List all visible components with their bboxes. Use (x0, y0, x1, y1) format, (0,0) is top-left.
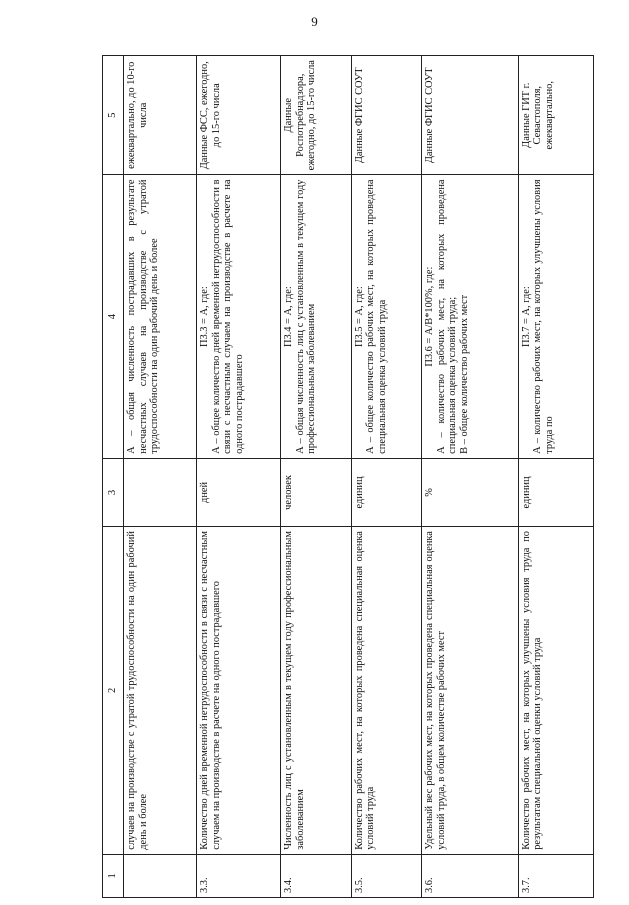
formula: П3.5 = А, где: (353, 286, 365, 348)
formula-note: А – количество рабочих мест, на которых проведена специальная оценка условий труда; (435, 179, 459, 454)
data-source: Данные ФСС, ежегодно, до 15-го числа (196, 56, 280, 176)
formula: П3.6 = А/В*100%, где: (424, 266, 436, 367)
unit-of-measure: человек (281, 458, 351, 526)
unit-of-measure: % (422, 458, 518, 526)
row-number: 3.3. (196, 854, 280, 897)
unit-of-measure: единиц (351, 458, 421, 526)
header-col-3: 3 (103, 458, 124, 526)
table-row (422, 56, 518, 898)
formula: П3.7 = А, где: (520, 286, 532, 348)
formula-note: А – общее количество дней временной нетрудоспособности в связи с несчастным случаем на производстве в расчете на одного пострадавшего (210, 179, 245, 454)
formula-note: А – количество рабочих мест, на которых улучшены условия труда по (532, 179, 555, 454)
unit-of-measure: единиц (518, 458, 594, 526)
calculation-method (281, 175, 351, 458)
formula: П3.4 = А, где: (283, 286, 295, 348)
indicator-name: случаев на производстве с утратой трудоспособности на один рабочий день и более (124, 527, 197, 855)
unit-of-measure (124, 458, 197, 526)
data-source: Данные ФГИС СОУТ (351, 56, 421, 176)
calculation-method (351, 175, 421, 458)
header-col-2: 2 (103, 527, 124, 855)
row-number: 3.6. (422, 854, 518, 897)
indicator-name: Количество рабочих мест, на которых проведена специальная оценка условий труда (351, 527, 421, 855)
row-number (124, 854, 197, 897)
calculation-method (518, 175, 594, 458)
calculation-method (124, 175, 197, 458)
formula-note: А – общее количество рабочих мест, на которых проведена специальная оценка условий труда (365, 179, 388, 454)
indicator-name: Удельный вес рабочих мест, на которых проведена специальная оценка условий труда, в общем количестве рабочих мест (422, 527, 518, 855)
table-viewport (102, 55, 594, 898)
table-row (196, 56, 280, 898)
indicators-table (102, 55, 594, 898)
calculation-method (422, 175, 518, 458)
header-col-4: 4 (103, 175, 124, 458)
data-source: ежеквартально, до 10-го числа (124, 56, 197, 176)
formula-note: В – общее количество рабочих мест (458, 294, 470, 454)
data-source: Данные ГИТ г. Севастополя, ежеквартально, (518, 56, 594, 176)
row-number: 3.4. (281, 854, 351, 897)
table-row (124, 56, 197, 898)
formula-note: А – общая численность пострадавших в результате несчастных случаев на производстве с утратой трудоспособности на один рабочий день и более (126, 179, 161, 454)
rotated-table-container (102, 55, 594, 898)
page-number: 9 (311, 14, 318, 29)
row-number: 3.5. (351, 854, 421, 897)
data-source: Данные Роспотребнадзора, ежегодно, до 15-го числа (281, 56, 351, 176)
row-number: 3.7. (518, 854, 594, 897)
header-col-5: 5 (103, 56, 124, 176)
table-row (351, 56, 421, 898)
header-col-1: 1 (103, 854, 124, 897)
indicator-name: Количество дней временной нетрудоспособности в связи с несчастным случаем на производстве в расчете на одного пострадавшего (196, 527, 280, 855)
data-source: Данные ФГИС СОУТ (422, 56, 518, 176)
formula-note: А – общая численность лиц с установленным в текущем году профессиональным заболеванием (294, 179, 318, 454)
calculation-method (196, 175, 280, 458)
formula: П3.3 = А, где: (198, 286, 210, 348)
table-header-row (103, 56, 124, 898)
unit-of-measure: дней (196, 458, 280, 526)
indicator-name: Количество рабочих мест, на которых улучшены условия труда по результатам специальной оценки условий труда (518, 527, 594, 855)
table-row (281, 56, 351, 898)
indicator-name: Численность лиц с установленным в текущем году профессиональным заболеванием (281, 527, 351, 855)
table-row (518, 56, 594, 898)
